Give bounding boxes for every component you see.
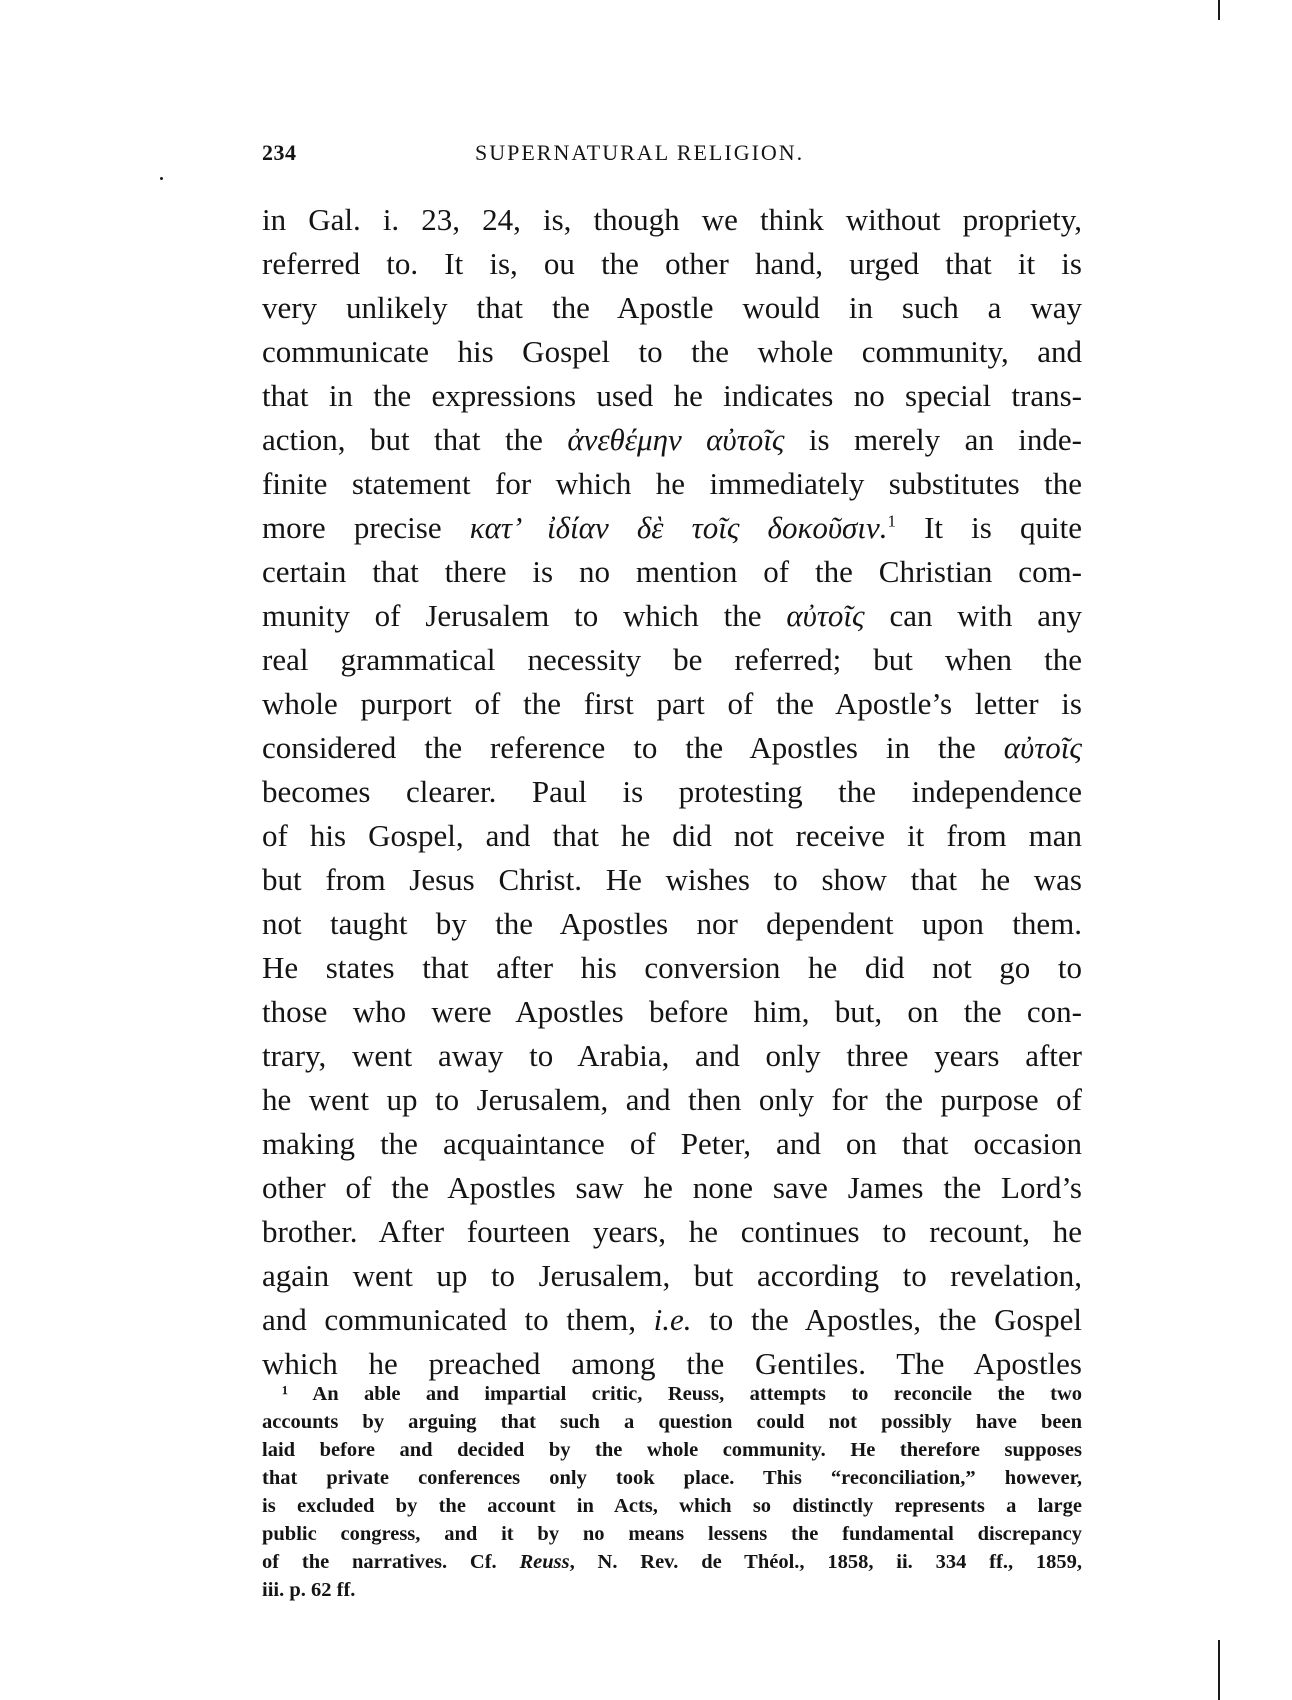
text-line: whole purport of the first part of the Apostle’s letter is — [262, 686, 1082, 721]
text-line: trary, went away to Arabia, and only three years after — [262, 1038, 1082, 1073]
footnote-line: ¹ An able and impartial critic, Reuss, attempts to reconcile the two — [282, 1383, 1082, 1405]
text-line: again went up to Jerusalem, but according to revelation, — [262, 1258, 1082, 1293]
text-line — [262, 418, 1082, 462]
footnote-marker: 1 — [887, 511, 896, 531]
italic-citation: Reuss — [519, 1551, 570, 1573]
page-number: 234 — [262, 140, 297, 165]
text-run: more precise — [262, 510, 470, 545]
footnote-line: laid before and decided by the whole community. He therefore supposes — [262, 1439, 1082, 1461]
text-line: referred to. It is, ou the other hand, urged that it is — [262, 246, 1082, 281]
footnote-line: iii. p. 62 ff. — [262, 1579, 356, 1601]
text-line: He states that after his conversion he did not go to — [262, 950, 1082, 985]
text-line: but from Jesus Christ. He wishes to show that he was — [262, 862, 1082, 897]
text-line — [262, 594, 1082, 638]
text-line: other of the Apostles saw he none save James the Lord’s — [262, 1170, 1082, 1205]
greek-phrase: κατ’ ἰδίαν δὲ τοῖς δοκοῦσιν. — [469, 510, 888, 545]
footnote-line: accounts by arguing that such a question could not possibly have been — [262, 1411, 1082, 1433]
text-line: that in the expressions used he indicates no special trans- — [262, 378, 1082, 413]
body-text — [262, 198, 1082, 1386]
text-line: he went up to Jerusalem, and then only for the purpose of — [262, 1082, 1082, 1117]
greek-word: αὐτοῖς — [1003, 730, 1082, 765]
text-line — [262, 1298, 1082, 1342]
greek-phrase: ἀνεθέμην αὐτοῖς — [567, 422, 785, 457]
footnote-line — [262, 1548, 1082, 1576]
text-line: which he preached among the Gentiles. The Apostles — [262, 1346, 1082, 1381]
text-line: brother. After fourteen years, he continues to recount, he — [262, 1214, 1082, 1249]
text-line: certain that there is no mention of the Christian com- — [262, 554, 1082, 589]
footnote — [262, 1380, 1082, 1604]
text-line: becomes clearer. Paul is protesting the independence — [262, 774, 1082, 809]
text-run: is merely an inde- — [784, 422, 1082, 457]
page-title: SUPERNATURAL RELIGION. — [475, 140, 805, 165]
text-line: very unlikely that the Apostle would in such a way — [262, 290, 1082, 325]
text-line: not taught by the Apostles nor dependent upon them. — [262, 906, 1082, 941]
text-run: of the narratives. Cf. — [262, 1551, 520, 1573]
italic-abbrev: i.e. — [653, 1302, 692, 1337]
footnote-line: that private conferences only took place. This “reconciliation,” however, — [262, 1467, 1082, 1489]
text-run: munity of Jerusalem to which the — [262, 598, 787, 633]
text-run: It is quite — [895, 510, 1082, 545]
running-head — [262, 140, 1082, 172]
text-run: and communicated to them, — [262, 1302, 654, 1337]
greek-word: αὐτοῖς — [786, 598, 865, 633]
scan-edge-mark — [1218, 0, 1220, 20]
text-run: can with any — [864, 598, 1082, 633]
text-line: finite statement for which he immediately substitutes the — [262, 466, 1082, 501]
text-run: action, but that the — [262, 422, 568, 457]
text-line — [262, 506, 1082, 550]
text-line — [262, 726, 1082, 770]
footnote-line: is excluded by the account in Acts, which so distinctly represents a large — [262, 1495, 1082, 1517]
text-line: real grammatical necessity be referred; but when the — [262, 642, 1082, 677]
scan-speck — [160, 177, 163, 180]
text-run: , N. Rev. de Théol., 1858, ii. 334 ff., 1859, — [569, 1551, 1082, 1573]
text-run: considered the reference to the Apostles in the — [262, 730, 1004, 765]
scan-edge-mark-bottom — [1218, 1640, 1220, 1700]
text-line: making the acquaintance of Peter, and on that occasion — [262, 1126, 1082, 1161]
text-line: those who were Apostles before him, but, on the con- — [262, 994, 1082, 1029]
text-line: of his Gospel, and that he did not receive it from man — [262, 818, 1082, 853]
text-line: communicate his Gospel to the whole community, and — [262, 334, 1082, 369]
text-line: in Gal. i. 23, 24, is, though we think without propriety, — [262, 202, 1082, 237]
text-run: to the Apostles, the Gospel — [691, 1302, 1082, 1337]
footnote-line: public congress, and it by no means lessens the fundamental discrepancy — [262, 1523, 1082, 1545]
